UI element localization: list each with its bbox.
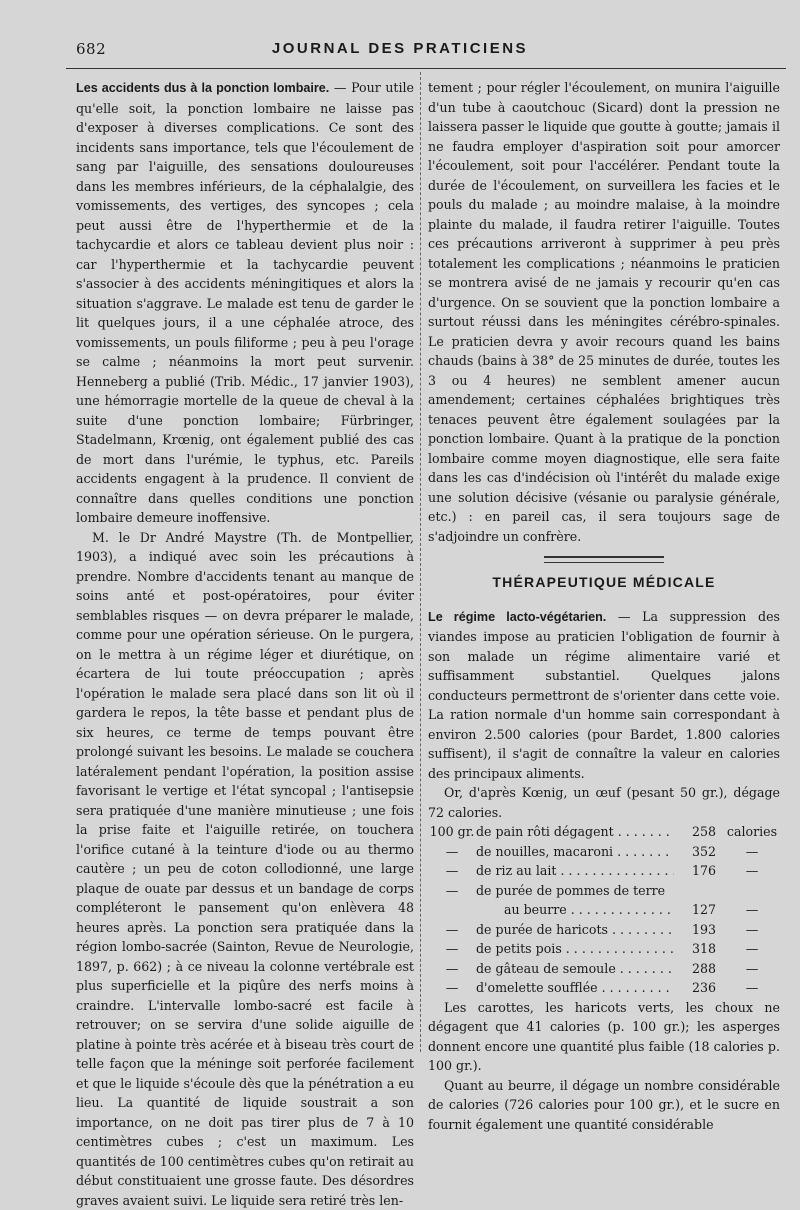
calorie-row-unit: — xyxy=(724,842,780,862)
calorie-table-row xyxy=(428,920,780,940)
calorie-row-lead: — xyxy=(428,978,476,998)
calorie-table-row xyxy=(428,881,780,901)
calorie-row-unit: — xyxy=(724,978,780,998)
calorie-row-food: de petits pois . . . xyxy=(476,939,674,959)
article-regime-paragraph-2: Or, d'après Kœnig, un œuf (pesant 50 gr.), dégage 72 calories. xyxy=(428,783,780,822)
paragraph-text: — Pour utile qu'elle soit, la ponction lombaire ne laisse pas d'exposer à diverses complications. Ce sont des incidents sans importance, tels que l'écoulement de sang par l'aiguille, des sensations douloureuses dans les membres inférieurs, de la céphalalgie, des vomissements, des vertiges, des syncopes ; cela peut aussi être de l'hyperthermie et de la tachycardie et alors ce tableau devient plus noir : car l'hyperthermie et la tachycardie peuvent s'associer à des accidents méningitiques et alors la situation s'aggrave. Le malade est tenu de garder le lit quelques jours, il a une céphalée atroce, des vomissements, un pouls filiforme ; peu à peu l'orage se calme ; néanmoins la mort peut survenir. Henneberg a publié (Trib. Médic., 17 janvier 1903), une hémorragie mortelle de la queue de cheval à la suite d'une ponction lombaire; Fürbringer, Stadelmann, Krœnig, ont également publié des cas de mort dans l'urémie, le typhus, etc. Pareils accidents engagent à la prudence. Il convient de connaître dans quelles conditions une ponction lombaire demeure inoffensive. xyxy=(76,80,414,525)
section-title: THÉRAPEUTIQUE MÉDICALE xyxy=(428,573,780,593)
calorie-row-lead: — xyxy=(428,842,476,862)
calorie-row-lead: — xyxy=(428,939,476,959)
calorie-row-value: 127 xyxy=(674,900,724,920)
calorie-row-value: 176 xyxy=(674,861,724,881)
calorie-table-row xyxy=(428,939,780,959)
article-regime-paragraph-4: Quant au beurre, il dégage un nombre considérable de calories (726 calories pour 100 gr.), et le sucre en fournit également une quantité considérable xyxy=(428,1076,780,1135)
calorie-row-value: 288 xyxy=(674,959,724,979)
calorie-table-row xyxy=(428,861,780,881)
article-ponction-paragraph-2: M. le Dr André Maystre (Th. de Montpellier, 1903), a indiqué avec soin les précautions à prendre. Nombre d'accidents tenant au manque de soins anté et post-opératoires, pour éviter semblables risques — on devra préparer le malade, comme pour une opération sérieuse. On le purgera, on le mettra à un régime léger et diurétique, on écartera de lui toute préoccupation ; après l'opération le malade sera placé dans son lit où il gardera le repos, la tête basse et pendant plus de six heures, ce terme de temps pouvant être prolongé suivant les besoins. Le malade se couchera latéralement pendant l'opération, la position assise favorisant le vertige et l'état syncopal ; l'antisepsie sera pratiquée d'une manière minutieuse ; une fois la prise faite et l'aiguille retirée, on touchera l'orifice cutané à la teinture d'iode ou au thermo cautère ; un peu de coton collodionné, une large plaque de ouate par dessus et un bandage de corps compléteront le pansement qu'on enlèvera 48 heures après. La ponction sera pratiquée dans la région lombo-sacrée (Sainton, Revue de Neurologie, 1897, p. 662) ; à ce niveau la colonne vertébrale est plus superficielle et la piqûre des nerfs moins à craindre. L'intervalle lombo-sacré est facile à retrouver; on se servira d'une solide aiguille de platine à pointe très acérée et à biseau très court de telle façon que la méninge soit perforée facilement et que le liquide s'écoule dès que la pénétration a eu lieu. La quantité de liquide soustrait a son importance, on ne doit pas tirer plus de 7 à 10 centimètres cubes ; c'est un maximum. Les quantités de 100 centimètres cubes qu'on retirait au début constituaient une grosse faute. Des désordres graves avaient suivi. Le liquide sera retiré très len- xyxy=(76,528,414,1210)
calorie-row-food: d'omelette soufflée . . . xyxy=(476,978,674,998)
calorie-row-lead: — xyxy=(428,959,476,979)
column-divider xyxy=(420,72,421,1052)
calorie-table-row xyxy=(428,959,780,979)
running-head xyxy=(0,40,800,62)
article-ponction-paragraph-1 xyxy=(76,78,414,528)
calorie-row-food: de riz au lait . . . xyxy=(476,861,674,881)
calorie-row-value: 318 xyxy=(674,939,724,959)
calorie-row-food: de purée de pommes de terre xyxy=(476,881,674,901)
calorie-row-lead: — xyxy=(428,881,476,901)
article-heading-ponction: Les accidents dus à la ponction lombaire. xyxy=(76,81,329,95)
header-rule xyxy=(66,68,786,69)
calorie-row-unit: — xyxy=(724,861,780,881)
article-regime-paragraph-1 xyxy=(428,607,780,784)
calorie-row-food: de pain rôti dégagent . . . xyxy=(476,822,674,842)
calorie-table-row xyxy=(428,978,780,998)
calorie-table-row xyxy=(428,900,780,920)
page-number: 682 xyxy=(76,40,106,58)
section-divider xyxy=(544,556,664,563)
calorie-row-unit: — xyxy=(724,959,780,979)
calorie-row-value: 352 xyxy=(674,842,724,862)
right-column xyxy=(428,78,780,1134)
calorie-row-unit: — xyxy=(724,939,780,959)
calorie-row-unit: calories xyxy=(724,822,780,842)
calorie-row-value: 258 xyxy=(674,822,724,842)
journal-title: JOURNAL DES PRATICIENS xyxy=(0,40,800,57)
calorie-row-food: de purée de haricots . . . xyxy=(476,920,674,940)
calorie-row-lead: — xyxy=(428,920,476,940)
calorie-table-row xyxy=(428,822,780,842)
calorie-table-row xyxy=(428,842,780,862)
calorie-row-unit: — xyxy=(724,900,780,920)
calorie-row-food: de nouilles, macaroni . . . xyxy=(476,842,674,862)
article-heading-regime: Le régime lacto-végétarien. xyxy=(428,610,606,624)
article-ponction-paragraph-3: tement ; pour régler l'écoulement, on munira l'aiguille d'un tube à caoutchouc (Sicard) dont la pression ne laissera passer le liquide que goutte à goutte; jamais il ne faudra employer d'aspiration soit pour amorcer l'écoulement, soit pour l'accélérer. Pendant toute la durée de l'écoulement, on surveillera les facies et le pouls du malade ; au moindre malaise, à la moindre plainte du malade, il faudra retirer l'aiguille. Toutes ces précautions arriveront à supprimer à peu près totalement les complications ; néanmoins le praticien se montrera avisé de ne jamais y recourir qu'en cas d'urgence. On se souvient que la ponction lombaire a surtout réussi dans les méningites cérébro-spinales. Le praticien devra y avoir recours quand les bains chauds (bains à 38° de 25 minutes de durée, toutes les 3 ou 4 heures) ne semblent amener aucun amendement; certaines céphalées brightiques très tenaces peuvent être également soulagées par la ponction lombaire. Quant à la pratique de la ponction lombaire comme moyen diagnostique, elle sera faite dans les cas d'indécision où l'intérêt du malade exige une solution décisive (vésanie ou paralysie générale, etc.) : en pareil cas, il sera toujours sage de s'adjoindre un confrère. xyxy=(428,78,780,546)
calorie-row-unit: — xyxy=(724,920,780,940)
calorie-row-lead: — xyxy=(428,861,476,881)
calorie-table xyxy=(428,822,780,998)
calorie-row-food: de gâteau de semoule . . . xyxy=(476,959,674,979)
calorie-row-value: 236 xyxy=(674,978,724,998)
left-column xyxy=(76,78,414,1210)
paragraph-text: — La suppression des viandes impose au praticien l'obligation de fournir à son malade un régime alimentaire varié et suffisamment substantiel. Quelques jalons conducteurs permettront de s'orienter dans cette voie. La ration normale d'un homme sain correspondant à environ 2.500 calories (pour Bardet, 1.800 calories suffisent), il s'agit de connaître la valeur en calories des principaux aliments. xyxy=(428,609,780,781)
article-regime-paragraph-3: Les carottes, les haricots verts, les choux ne dégagent que 41 calories (p. 100 gr.); les asperges donnent encore une quantité plus faible (18 calories p. 100 gr.). xyxy=(428,998,780,1076)
calorie-row-lead: 100 gr. xyxy=(428,822,476,842)
calorie-row-value: 193 xyxy=(674,920,724,940)
calorie-row-food: au beurre . . . xyxy=(476,900,674,920)
